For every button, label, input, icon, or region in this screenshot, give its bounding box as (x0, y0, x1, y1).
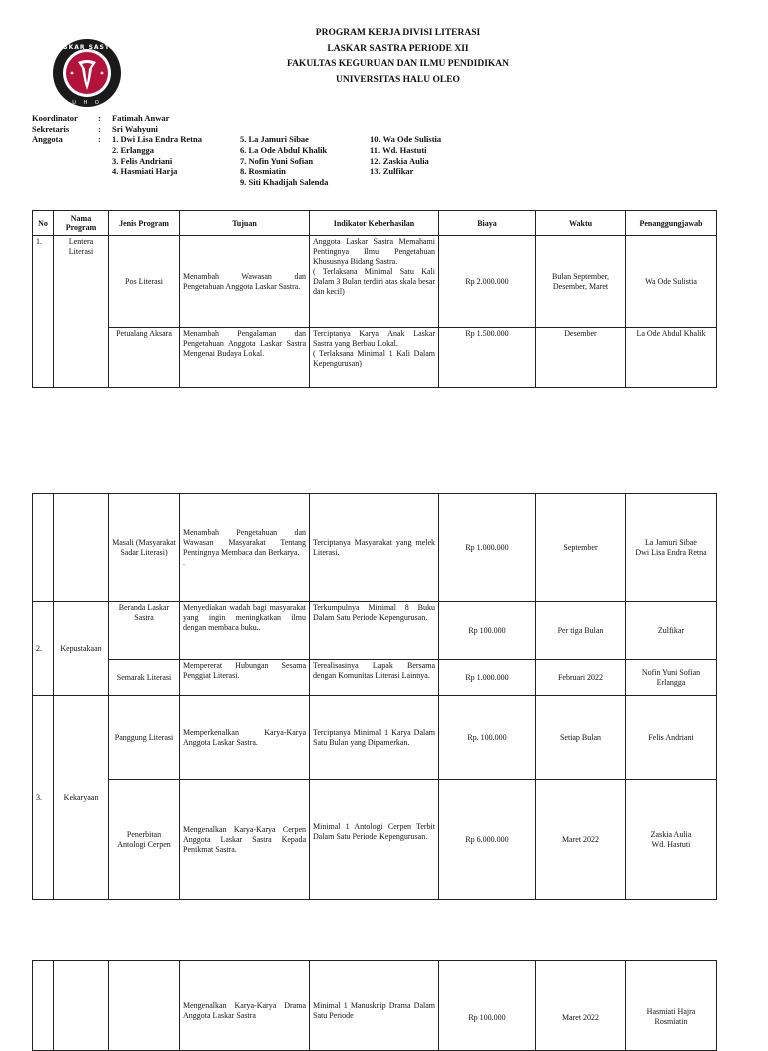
heading-line-4: UNIVERSITAS HALU OLEO (336, 74, 460, 85)
cell-tujuan (180, 494, 310, 602)
member-item: 4. Hasmiati Harja (112, 166, 178, 177)
cell-indikator (310, 328, 439, 388)
header-indikator: Indikator Keberhasilan (310, 211, 439, 236)
cell-tujuan: Menambah Wawasan dan Pengetahuan Anggota Laskar Sastra. (180, 236, 310, 328)
table-header-row (33, 211, 717, 236)
member-item: 8. Rosmiatin (240, 166, 286, 177)
table-row (33, 328, 717, 388)
cell-no (33, 494, 54, 602)
header-no: No (33, 211, 54, 236)
indikator-line: ( Terlaksana Minimal 1 Kali Dalam Kepengurusan) (313, 349, 435, 368)
indikator-line: ( Terlaksana Minimal Satu Kali Dalam 3 Bulan terdiri atas skala besar dan kecil) (313, 267, 435, 296)
table-row (33, 236, 717, 328)
cell-program: Kekaryaan (54, 696, 109, 900)
cell-tujuan: Mempererat Hubungan Sesama Penggiat Literasi. (180, 660, 310, 696)
cell-tujuan: Mengenalkan Karya-Karya Cerpen Anggota Laskar Sastra Kepada Penikmat Sastra. (180, 780, 310, 900)
member-item: 5. La Jamuri Sibae (240, 134, 309, 144)
table-row (33, 602, 717, 660)
members-column-2 (240, 134, 328, 188)
table-row (33, 961, 717, 1051)
cell-waktu: Setiap Bulan (536, 696, 626, 780)
program-name-line: Lentera (68, 237, 94, 246)
cell-indikator: Minimal 1 Antologi Cerpen Terbit Dalam Satu Periode Kepengurusan. (310, 780, 439, 900)
tujuan-tail: . (183, 557, 185, 567)
colon: : (98, 134, 101, 144)
cell-indikator: Minimal 1 Manuskrip Drama Dalam Satu Periode (310, 961, 439, 1051)
pj-name: Zaskia Aulia (650, 829, 692, 839)
colon: : (98, 123, 101, 134)
cell-tujuan: Menambah Pengalaman dan Pengetahuan Anggota Laskar Sastra Mengenai Budaya Lokal. (180, 328, 310, 388)
program-table-2 (32, 493, 717, 900)
cell-waktu: Bulan September, Desember, Maret (536, 236, 626, 328)
cell-no: 1. (33, 236, 54, 388)
svg-text:LASKAR SASTRA: LASKAR SASTRA (52, 44, 122, 51)
pj-name: Nofin Yuni Sofian (641, 667, 701, 677)
sekretaris-name: Sri Wahyuni (112, 123, 158, 134)
document-heading (200, 26, 596, 88)
cell-pj: La Ode Abdul Khalik (626, 328, 717, 388)
cell-pj (626, 780, 717, 900)
heading-line-2: LASKAR SASTRA PERIODE XII (327, 43, 469, 54)
cell-biaya: Rp 1.000.000 (439, 660, 536, 696)
pj-name: Rosmiatin (654, 1017, 688, 1026)
cell-waktu: Februari 2022 (536, 660, 626, 696)
anggota-label: Anggota (32, 134, 63, 144)
cell-indikator: Terciptanya Minimal 1 Karya Dalam Satu Bulan yang Dipamerkan. (310, 696, 439, 780)
cell-pj (626, 660, 717, 696)
cell-program (54, 236, 109, 388)
svg-text:U H O: U H O (72, 100, 102, 106)
cell-jenis: Petualang Aksara (109, 328, 180, 388)
cell-indikator: Terkumpulnya Minimal 8 Buku Dalam Satu Periode Kepengurusan. (310, 602, 439, 660)
pj-name: Dwi Lisa Endra Retna (635, 547, 707, 557)
members-column-3 (370, 134, 441, 177)
heading-line-3: FAKULTAS KEGURUAN DAN ILMU PENDIDIKAN (286, 59, 510, 69)
header-tujuan: Tujuan (180, 211, 310, 236)
cell-jenis: Beranda Laskar Sastra (109, 602, 180, 660)
member-item: 2. Erlangga (112, 144, 155, 155)
indikator-line: Anggota Laskar Sastra Memahami Pentingnya Ilmu Pengetahuan Khususnya Bidang Sastra. (313, 237, 435, 266)
cell-pj (626, 494, 717, 602)
cell-no: 3. (33, 696, 54, 900)
pj-name: Hasmiati Hajra (646, 1007, 696, 1016)
cell-waktu: September (536, 494, 626, 602)
cell-jenis: Panggung Literasi (109, 696, 180, 780)
cell-jenis: Semarak Literasi (109, 660, 180, 696)
table-row (33, 494, 717, 602)
member-item: 11. Wd. Hastuti (370, 144, 427, 155)
tujuan-text: Menambah Pengetahuan dan Wawasan Masyarakat Tentang Pentingnya Membaca dan Berkarya. (183, 527, 306, 557)
table-row (33, 696, 717, 780)
cell-jenis: Masali (Masyarakat Sadar Literasi) (109, 494, 180, 602)
cell-tujuan: Menyediakan wadah bagi masyarakat yang ingin meningkatkan ilmu dengan membaca buku.. (180, 602, 310, 660)
program-name-line: Literasi (68, 247, 94, 256)
cell-jenis (109, 961, 180, 1051)
header-jenis-program: Jenis Program (109, 211, 180, 236)
cell-program (54, 961, 109, 1051)
header-biaya: Biaya (439, 211, 536, 236)
cell-jenis: Penerbitan Antologi Cerpen (109, 780, 180, 900)
cell-waktu: Desember (536, 328, 626, 388)
cell-biaya: Rp 1.000.000 (439, 494, 536, 602)
cell-waktu: Maret 2022 (536, 780, 626, 900)
program-table-1 (32, 210, 717, 388)
members-column-1 (112, 134, 202, 177)
cell-jenis: Pos Literasi (109, 236, 180, 328)
cell-no: 2. (33, 602, 54, 696)
member-item: 13. Zulfikar (370, 166, 414, 177)
cell-waktu: Per tiga Bulan (536, 602, 626, 660)
cell-indikator: Terciptanya Masyarakat yang melek Literasi. (310, 494, 439, 602)
heading-line-1: PROGRAM KERJA DIVISI LITERASI (315, 28, 481, 38)
colon: : (98, 113, 101, 123)
cell-indikator: Terealisasinya Lapak Bersama dengan Komunitas Literasi Lainnya. (310, 660, 439, 696)
koordinator-name: Fatimah Anwar (112, 113, 170, 123)
cell-no (33, 961, 54, 1051)
header-nama-program: Nama Program (54, 211, 109, 236)
cell-waktu: Maret 2022 (536, 961, 626, 1051)
pj-name: Wd. Hastuti (651, 839, 691, 849)
cell-program: Kepustakaan (54, 602, 109, 696)
cell-biaya: Rp 100.000 (439, 602, 536, 660)
member-item: 9. Siti Khadijah Salenda (240, 177, 329, 188)
indikator-line: Terciptanya Karya Anak Laskar Sastra yang Berbau Lokal. (313, 329, 435, 348)
cell-indikator (310, 236, 439, 328)
cell-biaya: Rp. 100.000 (439, 696, 536, 780)
cell-tujuan: Mengenalkan Karya-Karya Drama Anggota Laskar Sastra (180, 961, 310, 1051)
cell-biaya: Rp 6.000.000 (439, 780, 536, 900)
cell-program (54, 494, 109, 602)
cell-biaya: Rp 1.500.000 (439, 328, 536, 388)
header-penanggungjawab: Penanggungjawab (626, 211, 717, 236)
table-row (33, 660, 717, 696)
pj-name: Erlangga (656, 677, 686, 687)
member-item: 12. Zaskia Aulia (370, 155, 429, 166)
cell-tujuan: Memperkenalkan Karya-Karya Anggota Laskar Sastra. (180, 696, 310, 780)
koordinator-label: Koordinator (32, 113, 78, 123)
member-item: 7. Nofin Yuni Sofian (240, 155, 314, 166)
cell-biaya: Rp 2.000.000 (439, 236, 536, 328)
program-table-3 (32, 960, 717, 1051)
cell-pj: Zulfikar (626, 602, 717, 660)
cell-pj: Wa Ode Sulistia (626, 236, 717, 328)
sekretaris-label: Sekretaris (32, 123, 70, 134)
cell-pj: Felis Andriani (626, 696, 717, 780)
member-item: 3. Felis Andriani (112, 155, 173, 166)
cell-pj (626, 961, 717, 1051)
member-item: 6. La Ode Abdul Khalik (240, 144, 328, 155)
table-row (33, 780, 717, 900)
member-item: 1. Dwi Lisa Endra Retna (112, 134, 202, 144)
header-waktu: Waktu (536, 211, 626, 236)
member-item: 10. Wa Ode Sulistia (370, 134, 442, 144)
pj-name: La Jamuri Sibae (645, 537, 697, 547)
laskar-sastra-logo (52, 38, 122, 108)
cell-biaya: Rp 100.000 (439, 961, 536, 1051)
